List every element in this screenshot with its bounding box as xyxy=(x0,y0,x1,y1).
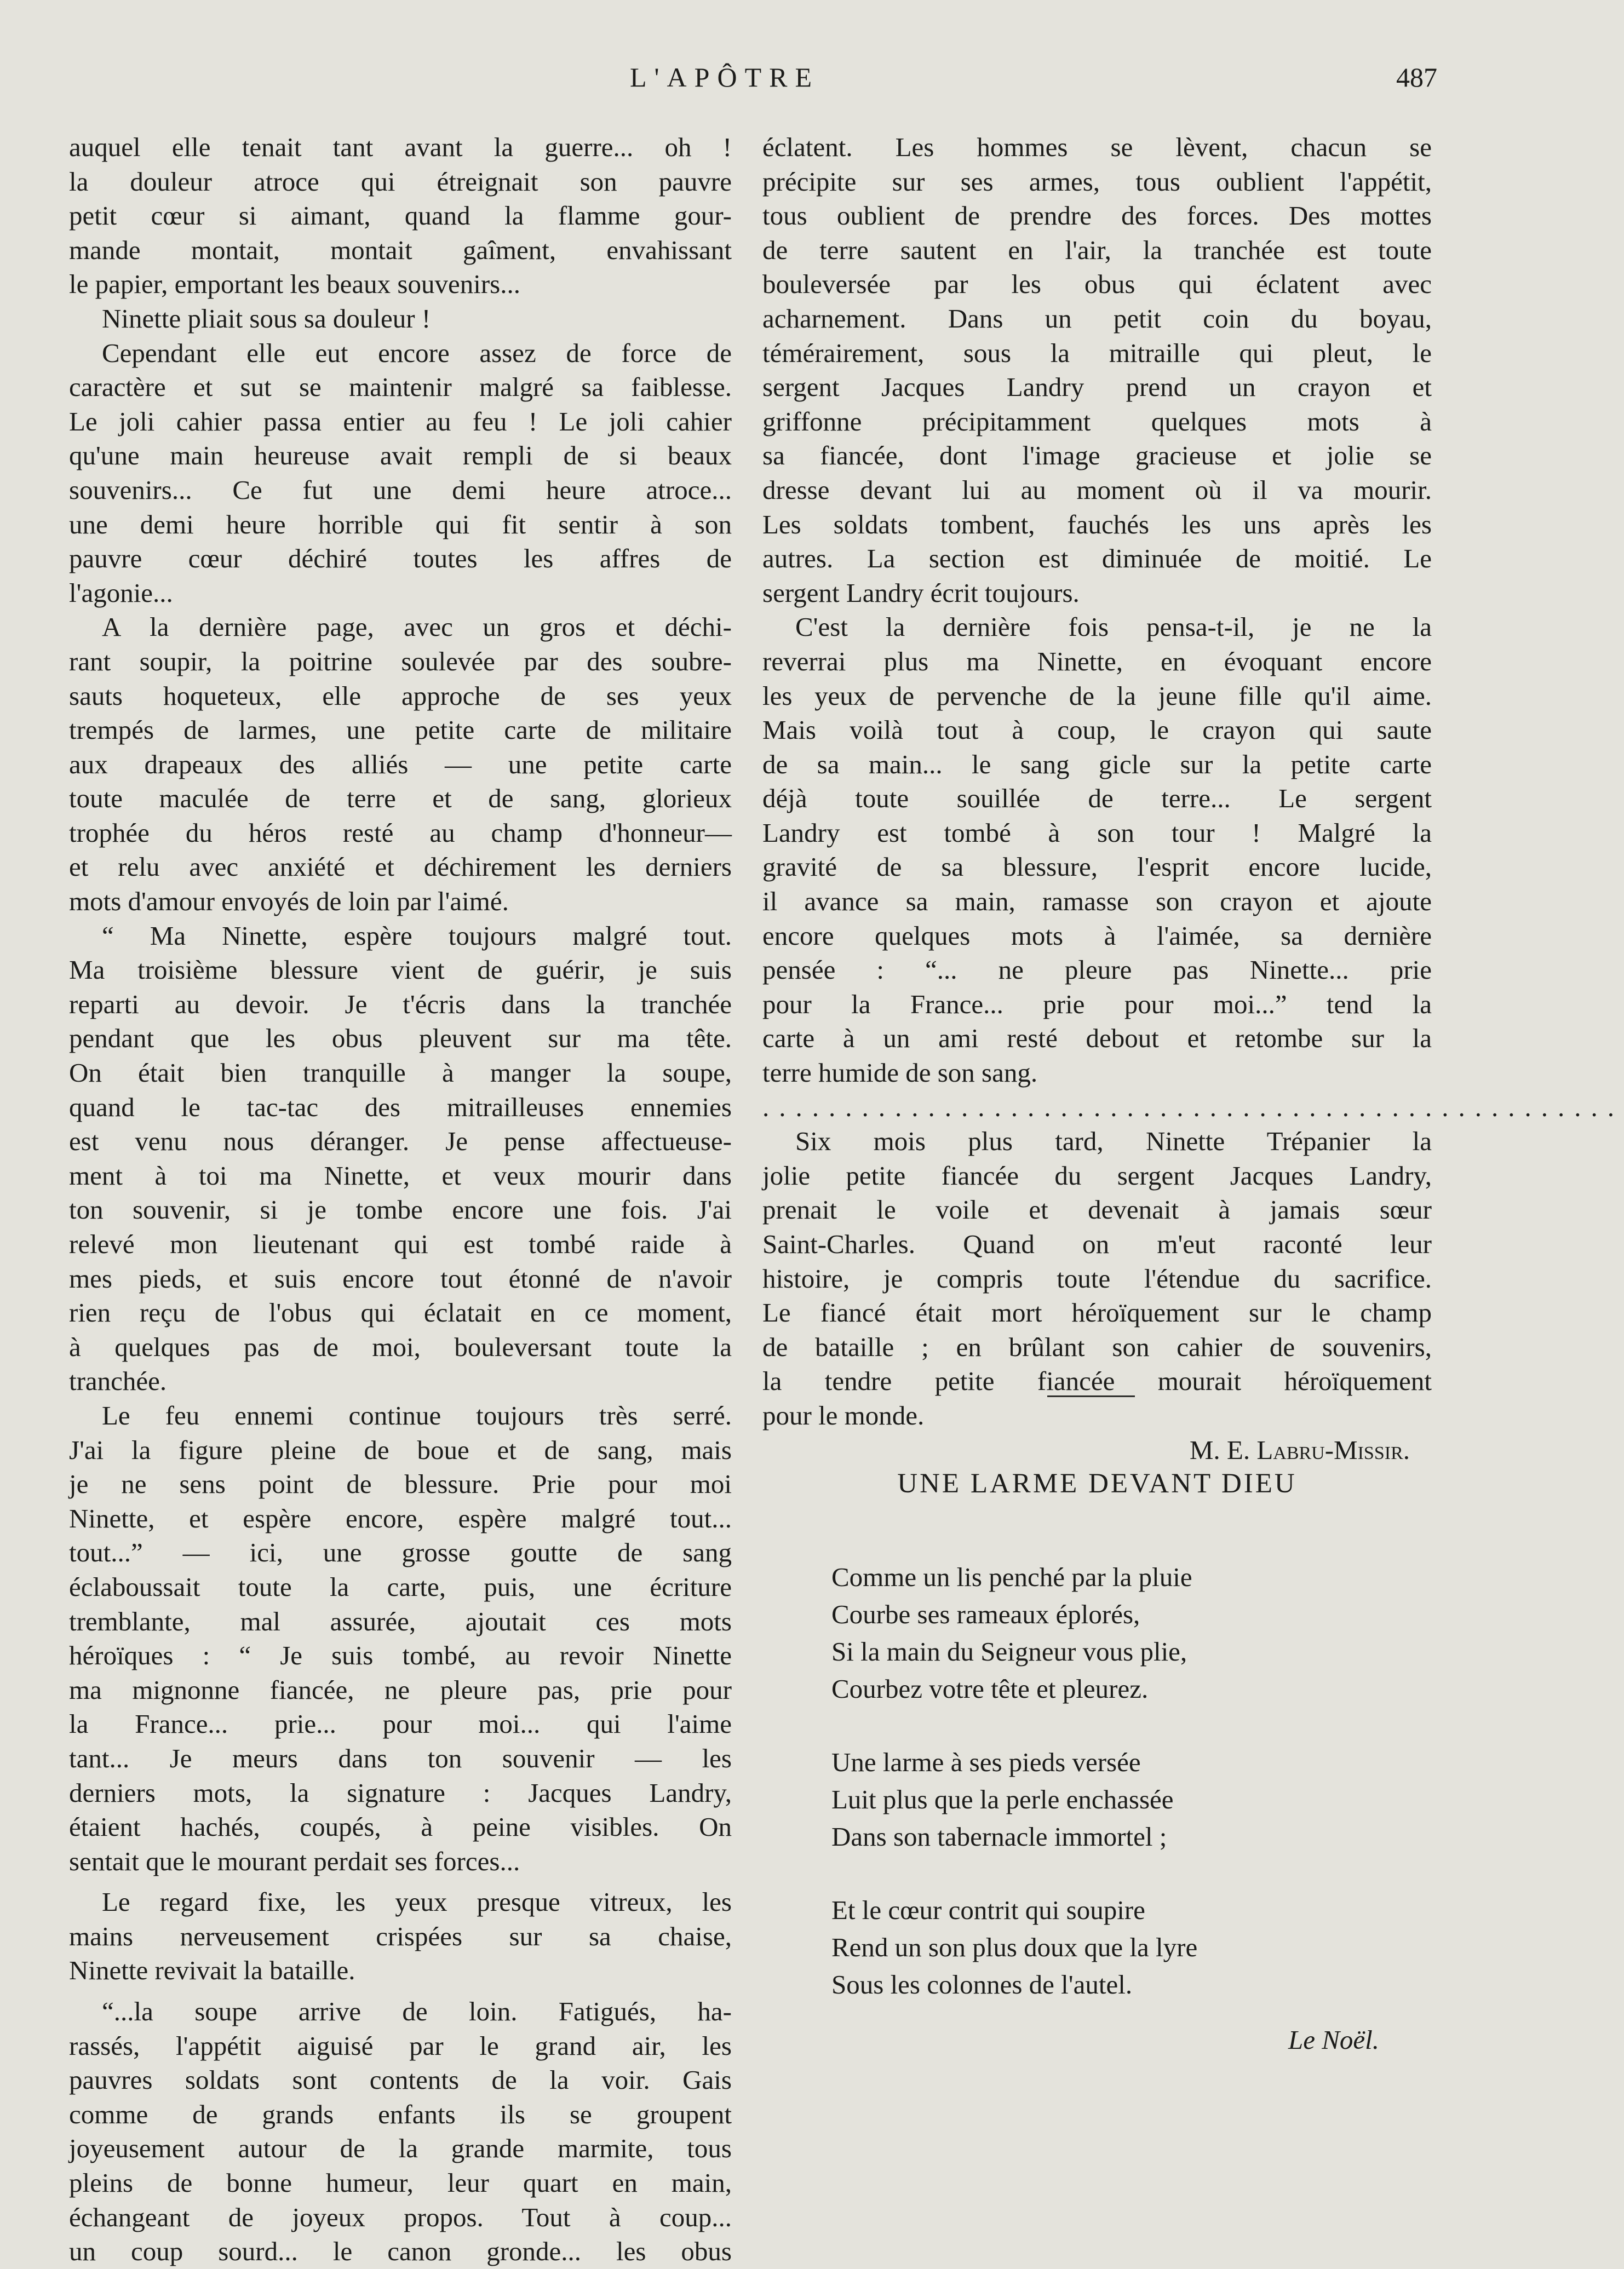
poem-verse: Courbez votre tête et pleurez. xyxy=(831,1674,1149,1704)
text-line: héroïques : “ Je suis tombé, au revoir Ninette xyxy=(69,1640,732,1671)
text-line: la douleur atroce qui étreignait son pauvre xyxy=(69,166,732,197)
text-line: Ninette, et espère encore, espère malgré tout... xyxy=(69,1503,732,1533)
text-line: reparti au devoir. Je t'écris dans la tranchée xyxy=(69,989,732,1019)
text-line: l'agonie... xyxy=(69,577,173,608)
text-line: pendant que les obus pleuvent sur ma tête. xyxy=(69,1023,732,1054)
text-line: étaient hachés, coupés, à peine visibles. On xyxy=(69,1812,732,1842)
text-line: autres. La section est diminuée de moitié. Le xyxy=(762,543,1432,574)
text-line: Cependant elle eut encore assez de force de xyxy=(102,337,732,368)
text-line: ma mignonne fiancée, ne pleure pas, prie pour xyxy=(69,1674,732,1705)
poem-stanza xyxy=(831,1892,1197,2003)
text-line: pauvres soldats sont contents de la voir. Gais xyxy=(69,2065,732,2095)
text-line: Mais voilà tout à coup, le crayon qui saute xyxy=(762,715,1432,745)
poem-verse: Si la main du Seigneur vous plie, xyxy=(831,1636,1187,1667)
text-line: les yeux de pervenche de la jeune fille qu'il aime. xyxy=(762,680,1432,711)
text-line: mande montait, montait gaîment, envahissant xyxy=(69,234,732,265)
text-line: je ne sens point de blessure. Prie pour moi xyxy=(69,1469,732,1500)
poem-verse: Courbe ses rameaux éplorés, xyxy=(831,1599,1140,1629)
text-line: quand le tac-tac des mitrailleuses ennemies xyxy=(69,1092,732,1122)
text-line: sentait que le mourant perdait ses forces... xyxy=(69,1846,520,1876)
text-line: terre humide de son sang. xyxy=(762,1058,1038,1088)
text-line: Le regard fixe, les yeux presque vitreux, les xyxy=(102,1887,732,1917)
paragraph-gap xyxy=(69,1988,732,1995)
text-line: trempés de larmes, une petite carte de militaire xyxy=(69,715,732,745)
text-line: histoire, je compris toute l'étendue du sacrifice. xyxy=(762,1263,1432,1294)
text-line: éclaboussait toute la carte, puis, une écriture xyxy=(69,1571,732,1602)
text-line: la France... prie... pour moi... qui l'aime xyxy=(69,1709,732,1739)
text-line: de bataille ; en brûlant son cahier de souvenirs, xyxy=(762,1331,1432,1362)
poem-verse: Dans son tabernacle immortel ; xyxy=(831,1822,1167,1852)
text-line: comme de grands enfants ils se groupent xyxy=(69,2099,732,2129)
text-line: Le feu ennemi continue toujours très serré. xyxy=(102,1400,732,1431)
text-line: gravité de sa blessure, l'esprit encore lucide, xyxy=(762,852,1432,882)
text-line: petit cœur si aimant, quand la flamme gour- xyxy=(69,200,732,231)
text-line: témérairement, sous la mitraille qui pleut, le xyxy=(762,337,1432,368)
text-line: derniers mots, la signature : Jacques Landry, xyxy=(69,1777,732,1808)
running-title: L'APÔTRE xyxy=(630,62,820,93)
section-divider xyxy=(1047,1395,1135,1397)
text-line: Saint-Charles. Quand on m'eut raconté leur xyxy=(762,1229,1432,1259)
poem-verse: Et le cœur contrit qui soupire xyxy=(831,1895,1145,1925)
text-line: Les soldats tombent, fauchés les uns après les xyxy=(762,509,1432,539)
text-line: acharnement. Dans un petit coin du boyau, xyxy=(762,303,1432,334)
text-line: Ninette revivait la bataille. xyxy=(69,1955,355,1986)
text-line: et relu avec anxiété et déchirement les derniers xyxy=(69,852,732,882)
text-line: ton souvenir, si je tombe encore une fois. J'ai xyxy=(69,1194,732,1225)
page-number: 487 xyxy=(1396,62,1437,93)
text-line: pour le monde. xyxy=(762,1400,925,1431)
poem-verse: Luit plus que la perle enchassée xyxy=(831,1784,1174,1814)
text-line: une demi heure horrible qui fit sentir à son xyxy=(69,509,732,539)
text-line: tremblante, mal assurée, ajoutait ces mots xyxy=(69,1606,732,1636)
text-line: pour la France... prie pour moi...” tend la xyxy=(762,989,1432,1019)
text-line: dresse devant lui au moment où il va mourir. xyxy=(762,474,1432,505)
poem-stanza xyxy=(831,1744,1197,1856)
text-line: pleins de bonne humeur, leur quart en main, xyxy=(69,2168,732,2198)
text-line: tout...” — ici, une grosse goutte de sang xyxy=(69,1537,732,1568)
text-line: auquel elle tenait tant avant la guerre... oh ! xyxy=(69,132,732,162)
text-line: “ Ma Ninette, espère toujours malgré tout. xyxy=(102,920,732,951)
poem-verse: Comme un lis penché par la pluie xyxy=(831,1562,1192,1592)
text-line: Le joli cahier passa entier au feu ! Le joli cahier xyxy=(69,406,732,436)
text-line: souvenirs... Ce fut une demi heure atroce... xyxy=(69,474,732,505)
text-line: qu'une main heureuse avait rempli de si beaux xyxy=(69,440,732,471)
text-line: précipite sur ses armes, tous oublient l'appétit, xyxy=(762,166,1432,197)
text-line: Le fiancé était mort héroïquement sur le champ xyxy=(762,1297,1432,1328)
text-line: sauts hoqueteux, elle approche de ses yeux xyxy=(69,680,732,711)
text-line: A la dernière page, avec un gros et déchi- xyxy=(102,612,732,642)
text-line: sergent Jacques Landry prend un crayon et xyxy=(762,372,1432,403)
text-line: tranchée. xyxy=(69,1366,167,1397)
text-line: rant soupir, la poitrine soulevée par des soubre- xyxy=(69,646,732,676)
text-line: rien reçu de l'obus qui éclatait en ce moment, xyxy=(69,1297,732,1328)
text-line: trophée du héros resté au champ d'honneur— xyxy=(69,817,732,848)
text-line: sergent Landry écrit toujours. xyxy=(762,577,1080,608)
text-line: Ninette pliait sous sa douleur ! xyxy=(102,303,431,334)
text-line: bouleversée par les obus qui éclatent avec xyxy=(762,269,1432,300)
text-line: mots d'amour envoyés de loin par l'aimé. xyxy=(69,886,509,917)
text-line: Landry est tombé à son tour ! Malgré la xyxy=(762,817,1432,848)
text-line: jolie petite fiancée du sergent Jacques Landry, xyxy=(762,1160,1432,1191)
text-line: aux drapeaux des alliés — une petite carte xyxy=(69,749,732,779)
text-line: mains nerveusement crispées sur sa chaise, xyxy=(69,1921,732,1951)
text-line: pensée : “... ne pleure pas Ninette... prie xyxy=(762,955,1432,985)
poem-verse: Une larme à ses pieds versée xyxy=(831,1747,1141,1777)
text-line: le papier, emportant les beaux souvenirs... xyxy=(69,269,520,300)
poem-stanza xyxy=(831,1559,1197,1708)
text-line: prenait le voile et devenait à jamais sœur xyxy=(762,1194,1432,1225)
text-line: échangeant de joyeux propos. Tout à coup... xyxy=(69,2202,732,2232)
text-line: J'ai la figure pleine de boue et de sang, mais xyxy=(69,1434,732,1465)
poem-source: Le Noël. xyxy=(1288,2025,1379,2055)
text-line: carte à un ami resté debout et retombe sur la xyxy=(762,1023,1432,1054)
poem-verse: Sous les colonnes de l'autel. xyxy=(831,1969,1133,2000)
text-line: tant... Je meurs dans ton souvenir — les xyxy=(69,1743,732,1773)
text-line: griffonne précipitamment quelques mots à xyxy=(762,406,1432,436)
text-line: “...la soupe arrive de loin. Fatigués, ha- xyxy=(102,1996,732,2027)
text-line: de sa main... le sang gicle sur la petite carte xyxy=(762,749,1432,779)
text-line: joyeusement autour de la grande marmite, tous xyxy=(69,2133,732,2164)
text-line: On était bien tranquille à manger la soupe, xyxy=(69,1058,732,1088)
dotted-divider: .................................................... xyxy=(762,1092,1624,1122)
poem-verse: Rend un son plus doux que la lyre xyxy=(831,1932,1198,1962)
text-line: relevé mon lieutenant qui est tombé raide à xyxy=(69,1229,732,1259)
text-line: la tendre petite fiancée mourait héroïquement xyxy=(762,1366,1432,1397)
text-line: Ma troisième blessure vient de guérir, je suis xyxy=(69,955,732,985)
text-line: éclatent. Les hommes se lèvent, chacun se xyxy=(762,132,1432,162)
text-line: tous oublient de prendre des forces. Des mottes xyxy=(762,200,1432,231)
text-line: toute maculée de terre et de sang, glorieux xyxy=(69,783,732,814)
left-column xyxy=(69,130,732,2269)
text-line: reverrai plus ma Ninette, en évoquant encore xyxy=(762,646,1432,676)
text-line: pauvre cœur déchiré toutes les affres de xyxy=(69,543,732,574)
text-line: déjà toute souillée de terre... Le sergent xyxy=(762,783,1432,814)
right-column xyxy=(762,130,1624,1467)
text-line: sa fiancée, dont l'image gracieuse et jolie se xyxy=(762,440,1432,471)
poem xyxy=(831,1559,1197,2040)
text-line: de terre sautent en l'air, la tranchée est toute xyxy=(762,234,1432,265)
text-line: Six mois plus tard, Ninette Trépanier la xyxy=(795,1126,1432,1157)
text-line: caractère et sut se maintenir malgré sa faiblesse. xyxy=(69,372,732,403)
text-line: à quelques pas de moi, bouleversant toute la xyxy=(69,1331,732,1362)
text-line: un coup sourd... le canon gronde... les obus xyxy=(69,2236,732,2267)
text-line: ment à toi ma Ninette, et veux mourir dans xyxy=(69,1160,732,1191)
text-line: mes pieds, et suis encore tout étonné de n'avoir xyxy=(69,1263,732,1294)
poem-title: UNE LARME DEVANT DIEU xyxy=(897,1468,1297,1499)
text-line: encore quelques mots à l'aimée, sa dernière xyxy=(762,920,1432,951)
text-line: rassés, l'appétit aiguisé par le grand air, les xyxy=(69,2030,732,2061)
paragraph-gap xyxy=(69,1879,732,1885)
text-line: C'est la dernière fois pensa-t-il, je ne la xyxy=(795,612,1432,642)
text-line: est venu nous déranger. Je pense affectueuse- xyxy=(69,1126,732,1157)
author-signature: M. E. Labru-Missir. xyxy=(1189,1434,1410,1465)
page-header xyxy=(0,61,1564,100)
text-line: il avance sa main, ramasse son crayon et ajoute xyxy=(762,886,1432,917)
